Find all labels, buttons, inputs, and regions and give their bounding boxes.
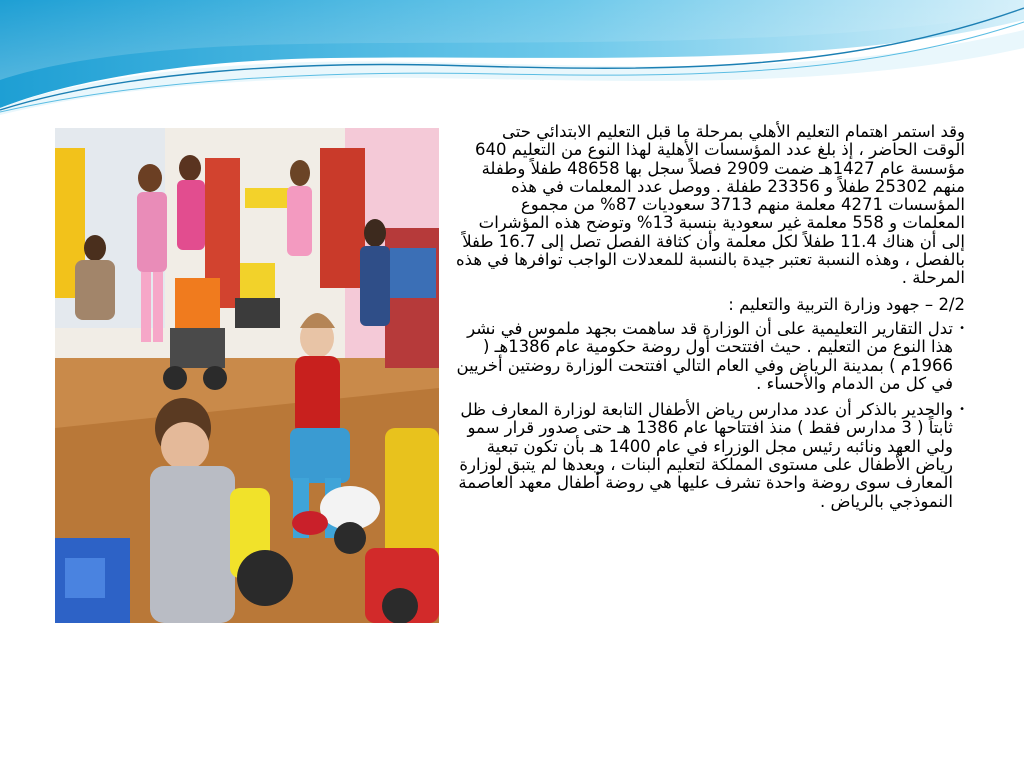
slide-text-body [455,123,965,519]
paragraph-kindergarten-statistics [455,123,965,288]
paragraph-text: وقد استمر اهتمام التعليم الأهلي بمرحلة ما قبل التعليم الابتدائي حتى الوقت الحاضر ، إذ بلغ عدد المؤسسات الأهلية لهذا النوع من التعليم 640 مؤسسة عام 1427هـ ضمت 2909 فصلاً سجل بها 48658 طفلاً وطفلة منهم 25302 طفلاً و 23356 طفلة . ووصل عدد المعلمات في هذه المؤسسات 4271 معلمة منهم 3713 سعوديات 87% من مجموع المعلمات و 558 معلمة غير سعودية بنسبة 13% وتوضح هذه المؤشرات إلى أن هناك 11.4 طفلاً لكل معلمة وأن كثافة الفصل تصل إلى 16.7 طفلاً بالفصل ، وهذه النسبة تعتبر جيدة بالنسبة للمعدلات الواجب توافرها في هذه المرحلة . [456,122,965,288]
paragraph-text: والجدير بالذكر أن عدد مدارس رياض الأطفال التابعة لوزارة المعارف ظل ثابتاً ( 3 مدارس فقط ) منذ افتتاحها عام 1386 هـ حتى صدور قرار سمو ولي العهد ونائبه رئيس مجل الوزراء في عام 1400 هـ بأن تكون تبعية رياض الأطفال على مستوى المملكة لتعليم البنات ، وبعدها لم يتبق لوزارة المعارف سوى روضة واحدة تشرف عليها هي روضة أطفال معهد العاصمة النموذجي بالرياض . [458,400,953,511]
heading-text: 2/2 – جهود وزارة التربية والتعليم : [728,294,965,314]
header-wave-decoration [0,0,1024,120]
kindergarten-photo [55,128,439,623]
paragraph-text: تدل التقارير التعليمية على أن الوزارة قد ساهمت بجهد ملموس في نشر هذا النوع من التعليم . حيث افتتحت أول روضة حكومية عام 1386هـ ( 1966م ) بمدينة الرياض وفي العام التالي افتتحت الوزارة روضتين أخريين في كل من الدمام والأحساء . [456,318,953,393]
paragraph-kindergarten-count [455,401,965,511]
paragraph-ministry-contribution [455,320,965,393]
bullet-icon: • [959,404,965,416]
section-heading-ministry-efforts [455,296,965,314]
bullet-icon: • [959,322,965,334]
